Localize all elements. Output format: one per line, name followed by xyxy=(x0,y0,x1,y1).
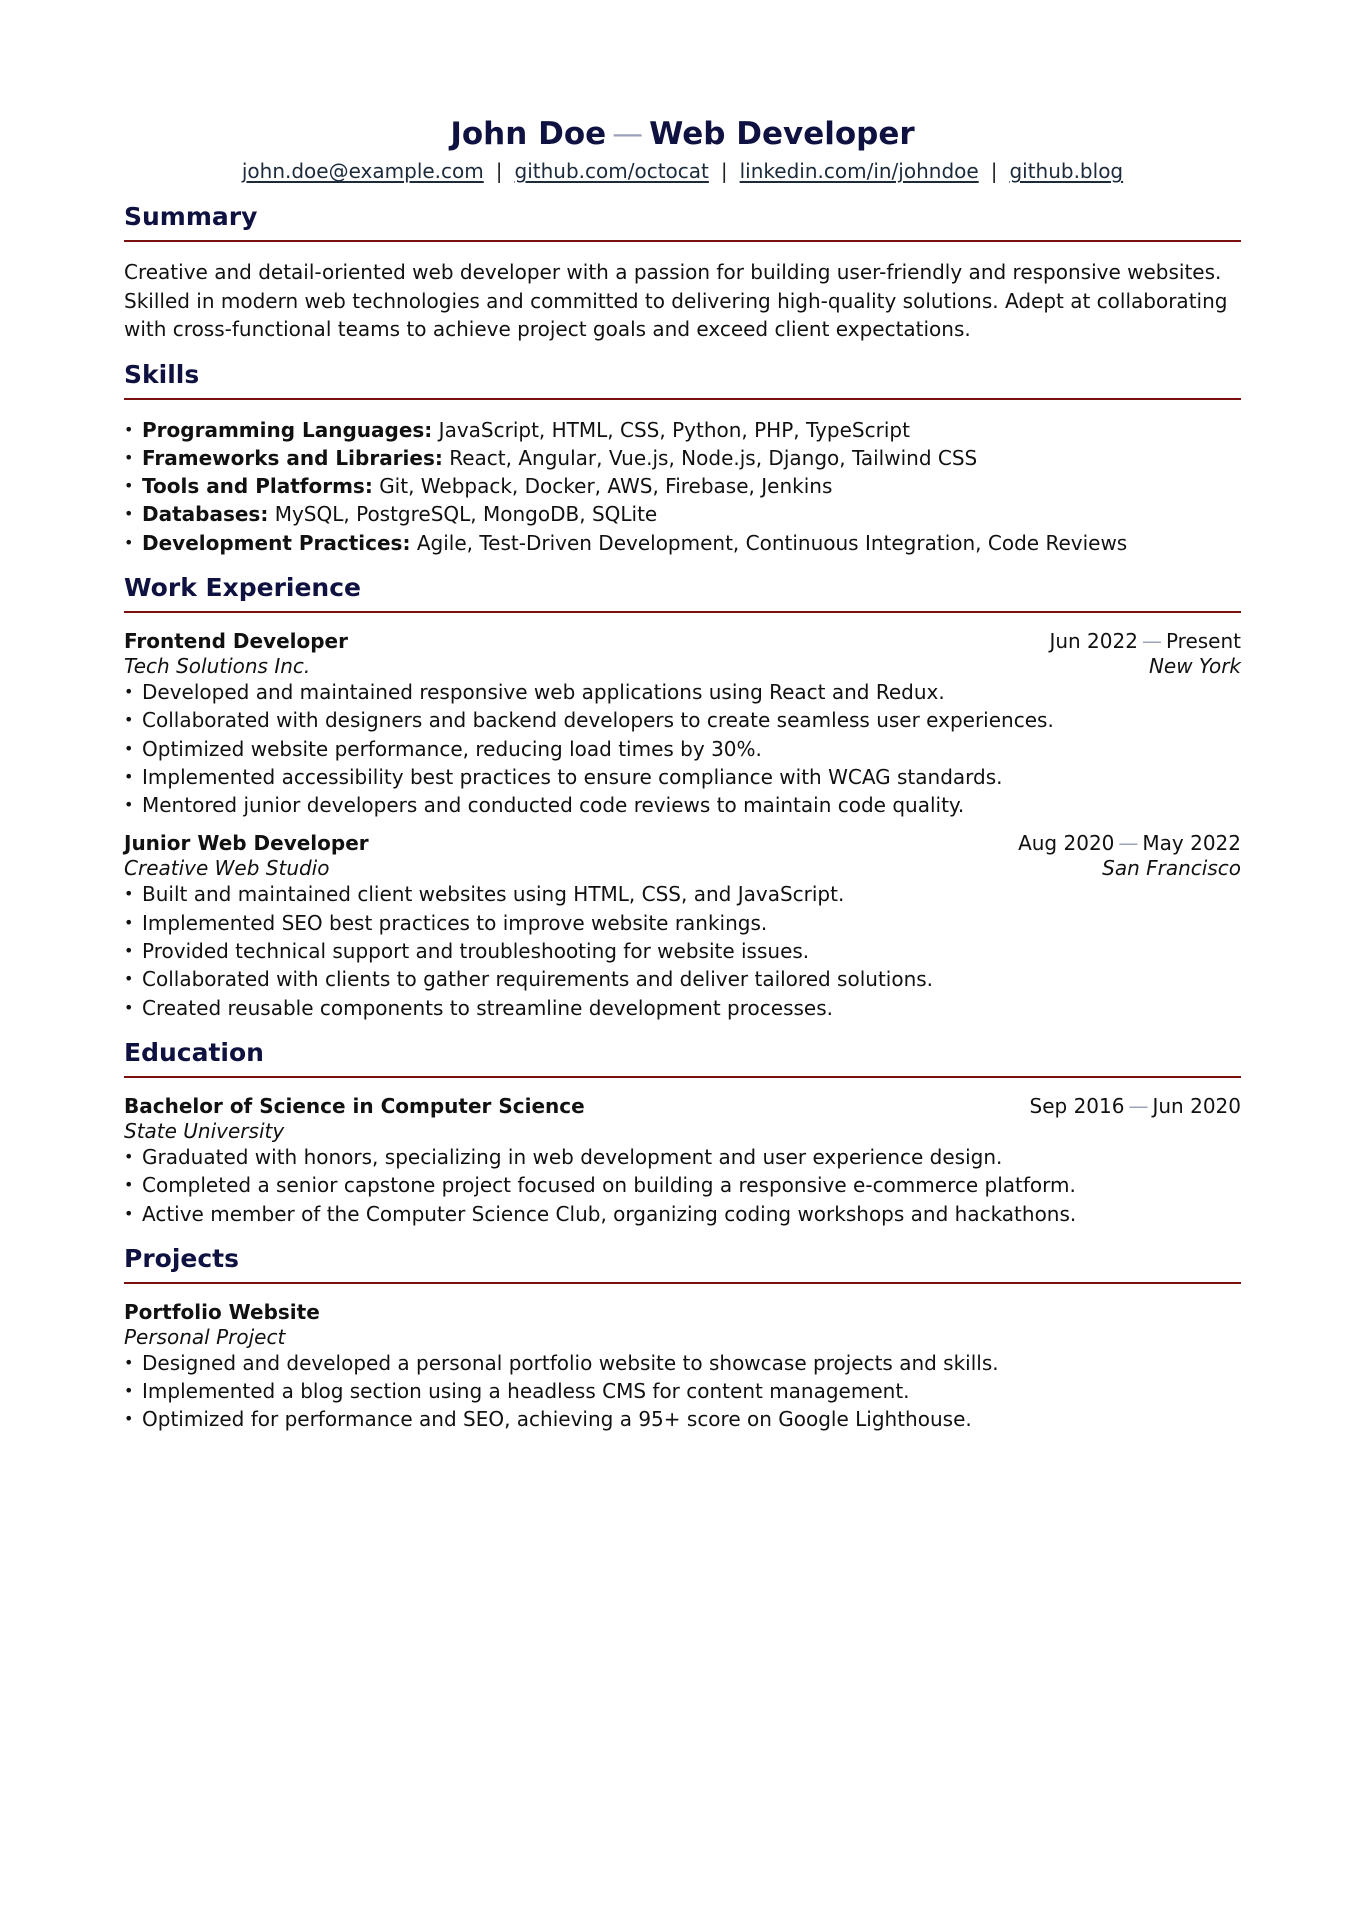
bullet-item: • Graduated with honors, specializing in web development and user experience design. xyxy=(124,1143,1241,1171)
bullet-item: • Collaborated with clients to gather requirements and deliver tailored solutions. xyxy=(124,965,1241,993)
bullet-item: • Created reusable components to streamline development processes. xyxy=(124,994,1241,1022)
job-dates xyxy=(1018,831,1241,856)
name-title-line xyxy=(124,114,1241,154)
start-date: Jun 2022 xyxy=(1049,628,1138,653)
job-location: New York xyxy=(1148,653,1241,678)
bullet-item: • Active member of the Computer Science Club, organizing coding workshops and hackathons. xyxy=(124,1200,1241,1228)
bullet-item: • Optimized website performance, reducing load times by 30%. xyxy=(124,735,1241,763)
skills-list xyxy=(124,416,1241,557)
skill-item xyxy=(124,472,1241,500)
skill-value: Agile, Test-Driven Development, Continuous Integration, Code Reviews xyxy=(416,530,1128,555)
summary-text: Creative and detail-oriented web developer with a passion for building user-friendly and responsive websites. Skilled in modern web technologies and committed to delivering high-quality solutions. Adept at collaborating with cross-functional teams to achieve project goals and exceed client expectations. xyxy=(124,260,1228,341)
resume-header xyxy=(124,114,1241,186)
end-date: May 2022 xyxy=(1142,831,1241,856)
education-section xyxy=(124,1036,1241,1228)
section-heading: Summary xyxy=(124,200,1241,242)
education-entry xyxy=(124,1094,1241,1228)
bullet-item: • Implemented accessibility best practices to ensure compliance with WCAG standards. xyxy=(124,763,1241,791)
person-name: John Doe xyxy=(450,116,607,152)
skill-value: MySQL, PostgreSQL, MongoDB, SQLite xyxy=(274,502,658,527)
em-dash: — xyxy=(612,116,644,152)
project-type: Personal Project xyxy=(124,1324,286,1349)
github-link[interactable]: github.com/octocat xyxy=(514,159,709,183)
bullet-item: • Completed a senior capstone project focused on building a responsive e-commerce platform. xyxy=(124,1171,1241,1199)
job-title: Frontend Developer xyxy=(124,628,348,653)
skill-label: Frameworks and Libraries: xyxy=(142,445,443,470)
blog-link[interactable]: github.blog xyxy=(1009,159,1124,183)
skill-value: JavaScript, HTML, CSS, Python, PHP, TypeScript xyxy=(438,417,910,442)
bullet-item: • Designed and developed a personal portfolio website to showcase projects and skills. xyxy=(124,1349,1241,1377)
em-dash: — xyxy=(1118,831,1139,856)
bullet-item: • Provided technical support and troubleshooting for website issues. xyxy=(124,937,1241,965)
linkedin-link[interactable]: linkedin.com/in/johndoe xyxy=(739,159,979,183)
em-dash: — xyxy=(1141,628,1162,653)
start-date: Aug 2020 xyxy=(1018,831,1115,856)
bullet-item: • Implemented a blog section using a headless CMS for content management. xyxy=(124,1377,1241,1405)
summary-section xyxy=(124,200,1241,344)
skill-label: Databases: xyxy=(142,502,269,527)
separator: | xyxy=(495,159,503,183)
project-bullets xyxy=(124,1349,1241,1434)
job-bullets xyxy=(124,880,1241,1021)
section-heading: Projects xyxy=(124,1242,1241,1284)
job-entry xyxy=(124,831,1241,1021)
project-name: Portfolio Website xyxy=(124,1299,320,1324)
section-heading: Work Experience xyxy=(124,571,1241,613)
skill-item xyxy=(124,416,1241,444)
skill-value: React, Angular, Vue.js, Node.js, Django, Tailwind CSS xyxy=(449,445,978,470)
job-dates xyxy=(1049,629,1241,654)
company-name: Tech Solutions Inc. xyxy=(124,653,311,678)
job-entry xyxy=(124,629,1241,819)
separator: | xyxy=(990,159,998,183)
separator: | xyxy=(720,159,728,183)
skill-label: Programming Languages: xyxy=(142,417,433,442)
bullet-item: • Mentored junior developers and conducted code reviews to maintain code quality. xyxy=(124,791,1241,819)
education-dates xyxy=(1030,1094,1241,1119)
skill-label: Development Practices: xyxy=(142,530,411,555)
contact-line xyxy=(124,156,1241,186)
bullet-item: • Developed and maintained responsive web applications using React and Redux. xyxy=(124,678,1241,706)
skill-item xyxy=(124,500,1241,528)
start-date: Sep 2016 xyxy=(1029,1093,1125,1118)
skill-item xyxy=(124,529,1241,557)
email-link[interactable]: john.doe@example.com xyxy=(241,159,484,183)
job-title: Junior Web Developer xyxy=(124,831,369,856)
job-title: Web Developer xyxy=(649,116,915,152)
end-date: Present xyxy=(1165,628,1241,653)
bullet-item: • Collaborated with designers and backend developers to create seamless user experiences. xyxy=(124,706,1241,734)
end-date: Jun 2020 xyxy=(1152,1093,1241,1118)
skill-value: Git, Webpack, Docker, AWS, Firebase, Jenkins xyxy=(379,474,833,499)
experience-section xyxy=(124,571,1241,1022)
em-dash: — xyxy=(1128,1093,1149,1118)
skill-item xyxy=(124,444,1241,472)
project-entry xyxy=(124,1300,1241,1434)
job-location: San Francisco xyxy=(1102,856,1241,881)
bullet-item: • Built and maintained client websites using HTML, CSS, and JavaScript. xyxy=(124,880,1241,908)
school-name: State University xyxy=(124,1118,285,1143)
bullet-item: • Implemented SEO best practices to improve website rankings. xyxy=(124,909,1241,937)
projects-section xyxy=(124,1242,1241,1434)
section-heading: Skills xyxy=(124,358,1241,400)
skills-section xyxy=(124,358,1241,557)
section-heading: Education xyxy=(124,1036,1241,1078)
degree-name: Bachelor of Science in Computer Science xyxy=(124,1093,585,1118)
company-name: Creative Web Studio xyxy=(124,856,330,881)
bullet-item: • Optimized for performance and SEO, achieving a 95+ score on Google Lighthouse. xyxy=(124,1405,1241,1433)
skill-label: Tools and Platforms: xyxy=(142,474,373,499)
job-bullets xyxy=(124,678,1241,819)
education-bullets xyxy=(124,1143,1241,1228)
